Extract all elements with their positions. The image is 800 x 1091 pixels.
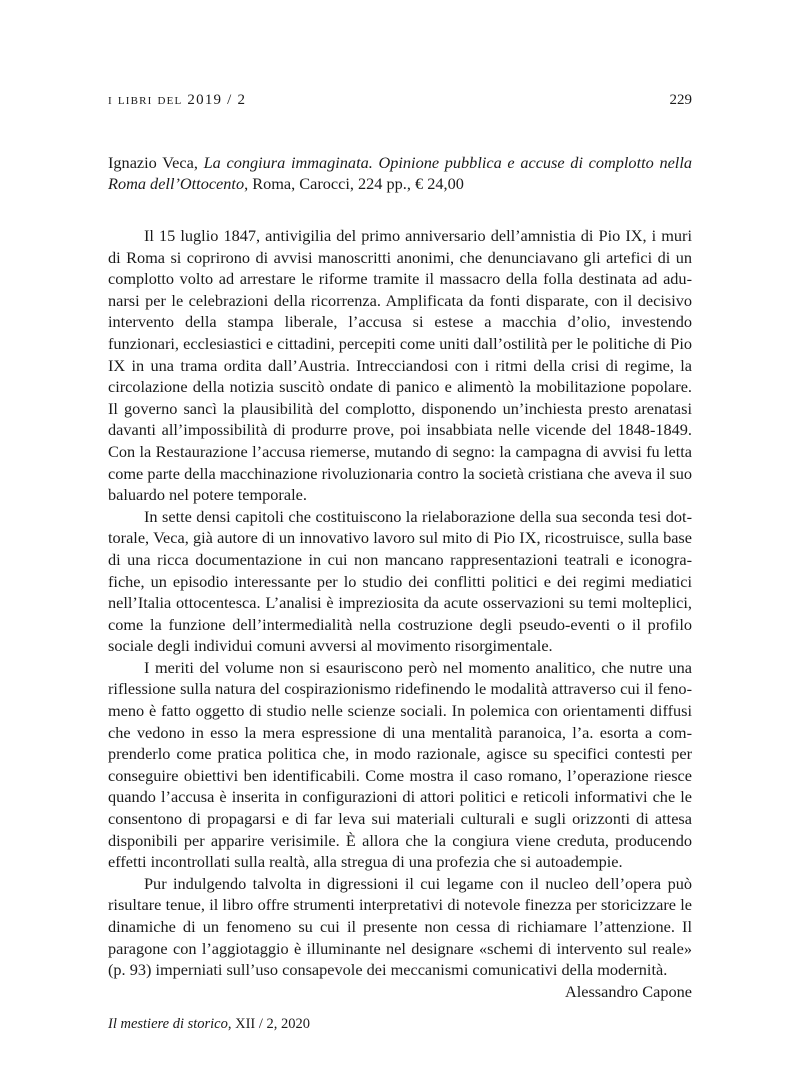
- running-head: [108, 92, 692, 116]
- journal-footer: [108, 1016, 310, 1033]
- review-paragraph: In sette densi capitoli che costituiscono la rielaborazione della sua seconda tesi dottorale, Veca, già autore di un innovativo lavoro sul mito di Pio IX, ricostruisce, sulla base di una ricca documentazione in cui non mancano rappresentazioni teatrali e iconografiche, un episodio interessante per lo studio dei conflitti politici e dei regimi mediatici nell’Italia ottocentesca. L’analisi è impreziosita da acute osservazioni su temi molteplici, come la funzione dell’intermedialità nella costruzione degli pseudo-eventi o il profilo sociale degli individui comuni avversi al movimento risorgimentale.: [108, 506, 692, 656]
- citation-details: , Roma, Carocci, 224 pp., € 24,00: [244, 174, 464, 193]
- review-paragraph: Il 15 luglio 1847, antivigilia del primo anniversario dell’amnistia di Pio IX, i muri di Roma si coprirono di avvisi manoscritti anonimi, che denunciavano gli artefici di un complotto volto ad arrestare le riforme tramite il massacro della folla destinata ad adunarsi per le celebrazioni della ricorrenza. Amplificata da fonti disparate, con il decisivo intervento della stampa liberale, l’accusa si estese a macchia d’olio, investendo funzionari, ecclesiastici e cittadini, percepiti come uniti dall’ostilità per le politiche di Pio IX in una trama ordita dall’Austria. Intrecciandosi con i ritmi della crisi di regime, la circolazione della notizia suscitò ondate di panico e alimentò la mobilitazione popolare. Il governo sancì la plausibilità del complotto, disponendo un’inchiesta presto arenatasi davanti all’impossibilità di produrre prove, poi insabbiata nelle vicende del 1848-1849. Con la Restaurazione l’accusa riemerse, mutando di segno: la campagna di avvisi fu letta come parte della macchinazione rivoluzionaria contro la società cristiana che aveva il suo baluardo nel potere temporale.: [108, 226, 692, 505]
- footer-issue: , XII / 2, 2020: [227, 1016, 311, 1032]
- reviewer-signature: Alessandro Capone: [564, 981, 692, 1001]
- running-head-section: i libri del 2019 / 2: [108, 92, 247, 108]
- review-paragraph: Pur indulgendo talvolta in digressioni il cui legame con il nucleo dell’opera può risultare tenue, il libro offre strumenti interpretativi di notevole finezza per storicizzare le dinamiche di un fenomeno su cui il presente non cessa di richiamare l’attenzione. Il paragone con l’aggiotaggio è illuminante nel designare «schemi di intervento sul reale» (p. 93) imperniati sull’uso consapevole dei meccanismi comunicativi della modernità.: [108, 873, 692, 980]
- citation-title: La congiura immaginata. Opinione pubblica e accuse di complotto nella Roma dell’Ottocento: [108, 153, 692, 193]
- review-body: [108, 225, 692, 981]
- page-number: 229: [669, 92, 692, 108]
- citation-author: Ignazio Veca,: [108, 153, 204, 172]
- review-page: [108, 92, 692, 1002]
- book-citation: [108, 152, 692, 194]
- review-paragraph: I meriti del volume non si esauriscono però nel momento analitico, che nutre una riflessione sulla natura del cospirazionismo ridefinendo le modalità attraverso cui il fenomeno è fatto oggetto di studio nelle scienze sociali. In polemica con orientamenti diffusi che vedono in esso la mera espressione di una mentalità paranoica, l’a. esorta a comprenderlo come pratica politica che, in modo razionale, agisce su specifici contesti per conseguire obiettivi ben identificabili. Come mostra il caso romano, l’operazione riesce quando l’accusa è inserita in configurazioni di attori politici e reticoli informativi che le consentono di propagarsi e di far leva sui materiali culturali e sugli orizzonti di attesa disponibili per apparire verisimile. È allora che la congiura viene creduta, producendo effetti incontrollati sulla realtà, alla stregua di una profezia che si autoadempie.: [108, 657, 692, 872]
- footer-journal: Il mestiere di storico: [108, 1016, 228, 1032]
